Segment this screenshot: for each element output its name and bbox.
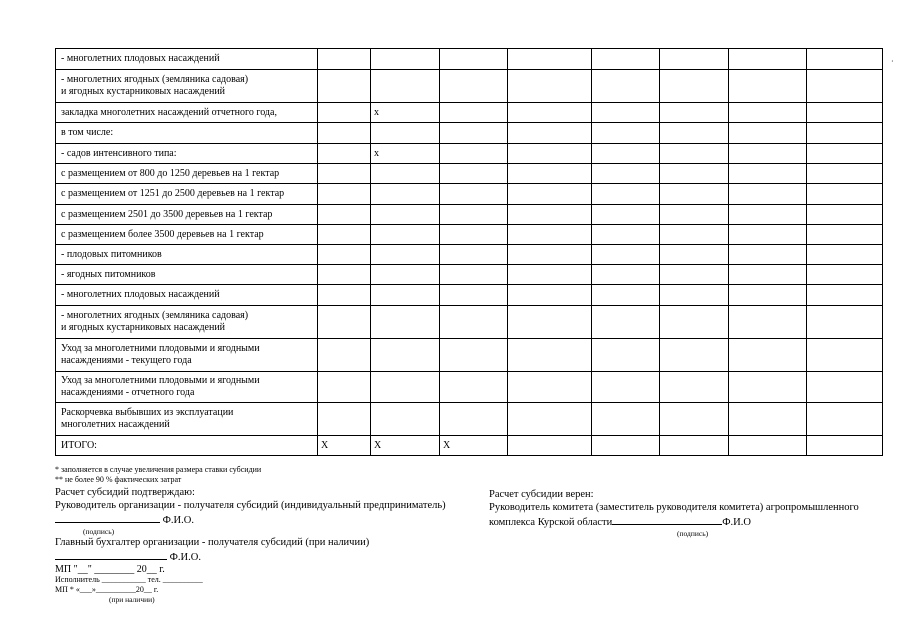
table-cell: [660, 372, 729, 403]
table-cell: [729, 164, 807, 184]
table-cell: [508, 436, 592, 456]
footnote-2: ** не более 90 % фактических затрат: [55, 475, 182, 484]
row-label: с размещением от 800 до 1250 деревьев на 1 гектар: [56, 164, 318, 184]
table-cell: [729, 205, 807, 225]
table-cell: [371, 339, 440, 372]
table-row: [56, 265, 883, 285]
table-cell: [660, 265, 729, 285]
table-cell: [729, 225, 807, 245]
table-row: [56, 285, 883, 306]
table-cell: [508, 49, 592, 70]
table-cell: [508, 205, 592, 225]
table-cell: [592, 265, 660, 285]
table-cell: Х: [318, 436, 371, 456]
table-cell: [592, 306, 660, 339]
table-cell: [660, 184, 729, 205]
table-cell: [807, 306, 883, 339]
mp-star-date: МП * «___»__________20__ г.: [55, 585, 159, 594]
table-cell: [592, 70, 660, 103]
table-cell: [807, 144, 883, 164]
table-cell: [440, 103, 508, 123]
table-cell: [807, 123, 883, 144]
table-row: [56, 103, 883, 123]
table-cell: [729, 372, 807, 403]
table-cell: [729, 123, 807, 144]
table-cell: [729, 70, 807, 103]
table-cell: [807, 265, 883, 285]
table-cell: [592, 164, 660, 184]
table-row: [56, 49, 883, 70]
table-cell: [508, 265, 592, 285]
table-cell: [318, 372, 371, 403]
table-cell: [440, 339, 508, 372]
table-cell: [508, 339, 592, 372]
table-cell: [440, 70, 508, 103]
table-cell: [807, 103, 883, 123]
accountant-title: Главный бухгалтер организации - получателя субсидий (при наличии): [55, 537, 370, 548]
row-label: в том числе:: [56, 123, 318, 144]
mp-date: МП "__" ________ 20__ г.: [55, 564, 165, 575]
table-cell: [729, 184, 807, 205]
table-cell: [807, 184, 883, 205]
executor-line: Исполнитель ___________ тел. __________: [55, 575, 203, 584]
table-cell: [660, 225, 729, 245]
signature-caption: (подпись): [677, 529, 709, 538]
table-cell: [371, 49, 440, 70]
table-cell: [660, 285, 729, 306]
table-row: [56, 436, 883, 456]
row-label: с размещением от 1251 до 2500 деревьев на 1 гектар: [56, 184, 318, 205]
table-cell: [318, 245, 371, 265]
table-cell: [440, 164, 508, 184]
table-cell: [508, 225, 592, 245]
fio-label: Ф.И.О.: [169, 552, 201, 563]
table-cell: [807, 285, 883, 306]
table-cell: [508, 123, 592, 144]
table-cell: [371, 285, 440, 306]
table-cell: [440, 403, 508, 436]
subsidy-table: [55, 48, 883, 456]
table-cell: [729, 285, 807, 306]
table-cell: [440, 265, 508, 285]
committee-head-title: Руководитель комитета (заместитель руководителя комитета) агропромышленного: [489, 502, 859, 513]
table-cell: [440, 123, 508, 144]
table-cell: [318, 164, 371, 184]
table-cell: [371, 265, 440, 285]
table-cell: [729, 103, 807, 123]
table-cell: [371, 372, 440, 403]
table-cell: [318, 123, 371, 144]
table-cell: [371, 164, 440, 184]
table-cell: [318, 144, 371, 164]
table-cell: [592, 339, 660, 372]
table-cell: [592, 49, 660, 70]
if-any-caption: (при наличии): [109, 595, 155, 604]
table-cell: [318, 285, 371, 306]
table-cell: [508, 285, 592, 306]
table-row: [56, 306, 883, 339]
row-label: Раскорчевка выбывших из эксплуатации многолетних насаждений: [56, 403, 318, 436]
table-cell: [371, 225, 440, 245]
table-cell: [807, 403, 883, 436]
table-cell: [592, 144, 660, 164]
row-label: - многолетних плодовых насаждений: [56, 285, 318, 306]
table-cell: [729, 436, 807, 456]
table-row: [56, 403, 883, 436]
table-cell: [440, 372, 508, 403]
footnote-1: * заполняется в случае увеличения размера ставки субсидии: [55, 465, 262, 474]
table-cell: Х: [371, 436, 440, 456]
table-cell: [592, 184, 660, 205]
table-cell: [440, 184, 508, 205]
table-cell: [592, 285, 660, 306]
row-label: с размещением 2501 до 3500 деревьев на 1 гектар: [56, 205, 318, 225]
org-head-title: Руководитель организации - получателя субсидий (индивидуальный предприниматель): [55, 500, 446, 511]
fio-label: Ф.И.О.: [162, 515, 194, 526]
table-cell: [508, 103, 592, 123]
table-row: [56, 144, 883, 164]
table-cell: [318, 49, 371, 70]
table-cell: [592, 245, 660, 265]
table-cell: [592, 123, 660, 144]
org-signatures: [55, 486, 485, 604]
table-row: [56, 70, 883, 103]
fio-label: Ф.И.О: [722, 517, 751, 528]
table-cell: [318, 403, 371, 436]
row-label: Уход за многолетними плодовыми и ягодными насаждениями - отчетного года: [56, 372, 318, 403]
table-cell: [807, 70, 883, 103]
table-cell: [440, 49, 508, 70]
table-cell: [440, 225, 508, 245]
row-label: - плодовых питомников: [56, 245, 318, 265]
row-label: - многолетних ягодных (земляника садовая) и ягодных кустарниковых насаждений: [56, 70, 318, 103]
table-cell: [660, 49, 729, 70]
table-cell: [807, 205, 883, 225]
table-cell: [729, 306, 807, 339]
signature-line: [55, 512, 160, 523]
table-cell: [371, 70, 440, 103]
table-cell: [508, 245, 592, 265]
table-cell: х: [371, 144, 440, 164]
signature-caption: (подпись): [83, 527, 115, 536]
table-cell: [660, 436, 729, 456]
table-cell: [508, 306, 592, 339]
table-cell: [508, 144, 592, 164]
table-cell: [318, 205, 371, 225]
table-cell: [592, 436, 660, 456]
table-cell: [729, 403, 807, 436]
table-cell: [318, 70, 371, 103]
table-cell: [318, 339, 371, 372]
table-cell: [508, 372, 592, 403]
table-row: [56, 184, 883, 205]
table-cell: [508, 403, 592, 436]
table-cell: [440, 285, 508, 306]
table-cell: [371, 245, 440, 265]
table-cell: [318, 225, 371, 245]
row-label: закладка многолетних насаждений отчетного года,: [56, 103, 318, 123]
table-cell: [807, 436, 883, 456]
table-cell: [729, 339, 807, 372]
table-cell: [729, 245, 807, 265]
table-cell: [660, 123, 729, 144]
table-row: [56, 123, 883, 144]
table-cell: [592, 372, 660, 403]
table-cell: [371, 205, 440, 225]
table-row: [56, 164, 883, 184]
table-cell: [729, 49, 807, 70]
table-cell: [592, 103, 660, 123]
table-cell: [660, 144, 729, 164]
table-cell: [371, 184, 440, 205]
table-cell: Х: [440, 436, 508, 456]
row-label: - садов интенсивного типа:: [56, 144, 318, 164]
table-cell: [318, 103, 371, 123]
committee-region: комплекса Курской области: [489, 517, 613, 528]
table-cell: [660, 103, 729, 123]
table-cell: х: [371, 103, 440, 123]
signature-line: [612, 514, 722, 525]
table-cell: [371, 306, 440, 339]
table-cell: [807, 49, 883, 70]
row-label: - многолетних плодовых насаждений: [56, 49, 318, 70]
table-cell: [660, 164, 729, 184]
committee-signatures: [489, 488, 889, 538]
table-cell: [807, 372, 883, 403]
table-cell: [318, 184, 371, 205]
table-row: [56, 339, 883, 372]
table-cell: [807, 339, 883, 372]
table-cell: [660, 339, 729, 372]
table-cell: [660, 306, 729, 339]
table-cell: [508, 164, 592, 184]
correct-heading: Расчет субсидии верен:: [489, 489, 594, 500]
table-row: [56, 372, 883, 403]
margin-mark: ·: [891, 57, 894, 66]
table-cell: [440, 245, 508, 265]
table-cell: [660, 205, 729, 225]
row-label: - ягодных питомников: [56, 265, 318, 285]
table-cell: [440, 144, 508, 164]
table-cell: [318, 306, 371, 339]
table-cell: [807, 225, 883, 245]
signature-line: [55, 549, 167, 560]
table-cell: [807, 245, 883, 265]
footnotes: [55, 465, 261, 485]
row-label: ИТОГО:: [56, 436, 318, 456]
table-cell: [660, 245, 729, 265]
table-cell: [660, 70, 729, 103]
table-cell: [508, 184, 592, 205]
row-label: Уход за многолетними плодовыми и ягодными насаждениями - текущего года: [56, 339, 318, 372]
table-cell: [729, 265, 807, 285]
row-label: с размещением более 3500 деревьев на 1 гектар: [56, 225, 318, 245]
table-cell: [592, 403, 660, 436]
table-cell: [592, 205, 660, 225]
table-cell: [371, 123, 440, 144]
table-row: [56, 245, 883, 265]
table-cell: [592, 225, 660, 245]
table-row: [56, 205, 883, 225]
table-cell: [440, 306, 508, 339]
table-row: [56, 225, 883, 245]
table-cell: [318, 265, 371, 285]
confirm-heading: Расчет субсидий подтверждаю:: [55, 487, 195, 498]
row-label: - многолетних ягодных (земляника садовая) и ягодных кустарниковых насаждений: [56, 306, 318, 339]
table-cell: [508, 70, 592, 103]
table-cell: [371, 403, 440, 436]
table-cell: [807, 164, 883, 184]
table-cell: [660, 403, 729, 436]
table-cell: [440, 205, 508, 225]
table-cell: [729, 144, 807, 164]
